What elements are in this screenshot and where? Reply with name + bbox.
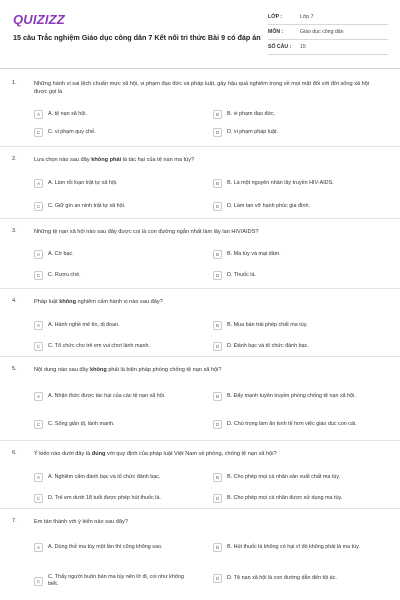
answer-option-b[interactable]	[213, 179, 367, 188]
option-text: A. Nghiêm cấm đánh bạc và tổ chức đánh bạc.	[48, 474, 161, 480]
answer-option-a[interactable]	[34, 543, 188, 552]
question-text	[34, 298, 374, 306]
answer-option-b[interactable]	[213, 473, 367, 482]
option-letter-box: C	[34, 271, 43, 280]
option-text: C. Rượu chè.	[48, 272, 81, 278]
option-letter-box: A	[34, 250, 43, 259]
question-divider	[0, 288, 400, 289]
option-text: B. Cho phép mọi cá nhân sản xuất chất ma túy.	[227, 474, 341, 480]
answer-option-d[interactable]	[213, 342, 367, 351]
option-letter-box: B	[213, 179, 222, 188]
question-number: 3.	[12, 228, 17, 234]
answer-option-d[interactable]	[213, 420, 367, 429]
answer-option-b[interactable]	[213, 110, 367, 119]
answer-option-c[interactable]	[34, 342, 188, 351]
answer-option-a[interactable]	[34, 250, 188, 259]
answer-option-c[interactable]	[34, 128, 188, 137]
question-text-part: phải là biện pháp phòng chống tệ nạn xã hội?	[106, 367, 222, 373]
option-letter-box: D	[213, 574, 222, 583]
option-text: B. Cho phép mọi cá nhân được sử dụng ma túy.	[227, 495, 343, 501]
option-text: D. Chú trọng làm ăn kinh tế hơn việc giáo dục con cái.	[227, 421, 357, 427]
option-letter-box: A	[34, 392, 43, 401]
option-letter-box: B	[213, 543, 222, 552]
question-divider	[0, 146, 400, 147]
option-text: A. Cờ bạc.	[48, 251, 74, 257]
option-letter-box: B	[213, 250, 222, 259]
question-text	[34, 80, 374, 96]
option-letter-box: A	[34, 473, 43, 482]
option-letter-box: D	[213, 494, 222, 503]
option-letter-box: A	[34, 179, 43, 188]
question-divider	[0, 356, 400, 357]
question-emphasis: không	[59, 299, 76, 305]
option-text: A. Hành nghề mê tín, dị đoan.	[48, 322, 120, 328]
option-letter-box: B	[213, 473, 222, 482]
question-divider	[0, 440, 400, 441]
answer-option-d[interactable]	[213, 574, 367, 583]
answer-option-a[interactable]	[34, 473, 188, 482]
question-number: 1.	[12, 80, 17, 86]
question-text-part: Những hành vi sai lệch chuẩn mực xã hội, vi phạm đạo đức và pháp luật, gây hậu quả nghiêm trọng về mọi mặt đối với đời sống xã hội được gọi là	[34, 81, 370, 95]
answer-option-a[interactable]	[34, 321, 188, 330]
option-letter-box: D	[213, 128, 222, 137]
option-text: D. Tệ nạn xã hội là con đường dẫn đến tội ác.	[227, 575, 337, 581]
question-text	[34, 518, 374, 526]
question-text-part: Những tệ nạn xã hội nào sau đây được coi là con đường ngắn nhất làm lây lan HIV/AIDS?	[34, 229, 259, 235]
answer-option-c[interactable]	[34, 494, 188, 503]
question-number: 2.	[12, 156, 17, 162]
meta-label: LỚP :	[268, 14, 283, 20]
option-text: C. Sống giản dị, lành mạnh.	[48, 421, 115, 427]
option-text: B. Đẩy mạnh tuyên truyền phòng chống tệ nạn xã hội.	[227, 393, 356, 399]
meta-label: SỐ CÂU :	[268, 44, 292, 50]
question-text	[34, 156, 374, 164]
question-text	[34, 228, 374, 236]
question-text-part: Ý kiến nào dưới đây là	[34, 451, 92, 457]
option-letter-box: A	[34, 321, 43, 330]
question-emphasis: đúng	[91, 451, 106, 457]
answer-option-d[interactable]	[213, 271, 367, 280]
question-text	[34, 450, 374, 458]
question-text-part: Em tán thành với ý kiến nào sau đây?	[34, 519, 128, 525]
question-number: 7.	[12, 518, 17, 524]
question-text-part: Nội dung nào sau đây	[34, 367, 90, 373]
option-text: A. Làm rối loạn trật tự xã hội.	[48, 180, 118, 186]
option-letter-box: C	[34, 342, 43, 351]
option-text: A. tệ nạn xã hội.	[48, 111, 87, 117]
answer-option-d[interactable]	[213, 494, 367, 503]
meta-row-grade	[268, 10, 388, 25]
option-text: B. Hút thuốc lá không có hại vì đó không phải là ma túy.	[227, 544, 360, 550]
question-emphasis: không phải	[91, 157, 122, 163]
option-text: D. Đánh bạc và tổ chức đánh bạc.	[227, 343, 309, 349]
question-number: 4.	[12, 298, 17, 304]
option-letter-box: D	[213, 271, 222, 280]
question-number: 5.	[12, 366, 17, 372]
question-divider	[0, 218, 400, 219]
option-letter-box: D	[213, 342, 222, 351]
header-divider	[0, 68, 400, 69]
question-text-part: Lựa chọn nào sau đây	[34, 157, 92, 163]
question-text-part: nghiêm cấm hành vi nào sau đây?	[75, 299, 163, 305]
option-letter-box: C	[34, 420, 43, 429]
option-text: D. Làm tan vỡ hạnh phúc gia đình.	[227, 203, 310, 209]
option-text: B. vi phạm đạo đức.	[227, 111, 276, 117]
answer-option-a[interactable]	[34, 392, 188, 401]
meta-value: Lớp 7	[300, 14, 314, 20]
option-text: B. Mua bán trái phép chất ma túy.	[227, 322, 308, 328]
answer-option-d[interactable]	[213, 202, 367, 211]
question-emphasis: không	[89, 367, 107, 373]
option-letter-box: A	[34, 543, 43, 552]
option-letter-box: D	[213, 202, 222, 211]
answer-option-c[interactable]	[34, 420, 188, 429]
question-number: 6.	[12, 450, 17, 456]
answer-option-c[interactable]	[34, 271, 188, 280]
answer-option-a[interactable]	[34, 110, 188, 119]
option-letter-box: C	[34, 577, 43, 586]
answer-option-d[interactable]	[213, 128, 367, 137]
answer-option-c[interactable]	[34, 574, 188, 588]
option-letter-box: C	[34, 202, 43, 211]
answer-option-a[interactable]	[34, 179, 188, 188]
option-letter-box: B	[213, 321, 222, 330]
answer-option-b[interactable]	[213, 321, 367, 330]
option-text: C. vi phạm quy chế.	[48, 129, 96, 135]
meta-row-count	[268, 40, 388, 55]
option-text: C. Giữ gìn an ninh trật tự xã hội.	[48, 203, 126, 209]
meta-value: Giáo dục công dân	[300, 29, 344, 35]
option-letter-box: C	[34, 128, 43, 137]
question-divider	[0, 508, 400, 509]
option-text: B. Là một nguyên nhân lây truyền HIV-AIDS.	[227, 180, 334, 186]
option-text: C. Thấy người buôn bán ma túy nên lờ đi, coi như không biết.	[48, 574, 184, 587]
answer-option-b[interactable]	[213, 250, 367, 259]
meta-row-subject	[268, 25, 388, 40]
question-text	[34, 366, 374, 374]
option-text: B. Ma túy và mại dâm.	[227, 251, 281, 257]
option-letter-box: D	[213, 420, 222, 429]
option-text: D. Trẻ em dưới 18 tuổi được phép hút thuốc lá.	[48, 495, 161, 501]
option-text: C. Tổ chức cho trẻ em vui chơi lành mạnh.	[48, 343, 151, 349]
meta-panel	[268, 10, 388, 55]
answer-option-c[interactable]	[34, 202, 188, 211]
option-text: A. Nhận thức được tác hại của các tệ nạn xã hội.	[48, 393, 166, 399]
question-text-part: Pháp luật	[34, 299, 60, 305]
meta-label: MÔN :	[268, 29, 284, 35]
option-text: D. vi phạm pháp luật.	[227, 129, 278, 135]
question-text-part: là tác hại của tệ nạn ma túy?	[121, 157, 195, 163]
option-letter-box: B	[213, 110, 222, 119]
page-title: 15 câu Trắc nghiệm Giáo dục công dân 7 Kết nối tri thức Bài 9 có đáp án	[13, 33, 261, 42]
answer-option-b[interactable]	[213, 392, 367, 401]
answer-option-b[interactable]	[213, 543, 367, 552]
option-letter-box: C	[34, 494, 43, 503]
option-text: D. Thuốc lá.	[227, 272, 256, 278]
option-letter-box: B	[213, 392, 222, 401]
option-letter-box: A	[34, 110, 43, 119]
meta-value: 15	[300, 44, 306, 50]
quizizz-logo: QUIZIZZ	[13, 12, 65, 27]
question-text-part: với quy định của pháp luật Việt Nam về phòng, chống tệ nạn xã hội?	[105, 451, 277, 457]
option-text: A. Dùng thử ma túy một lần thì cũng không sao.	[48, 544, 163, 550]
